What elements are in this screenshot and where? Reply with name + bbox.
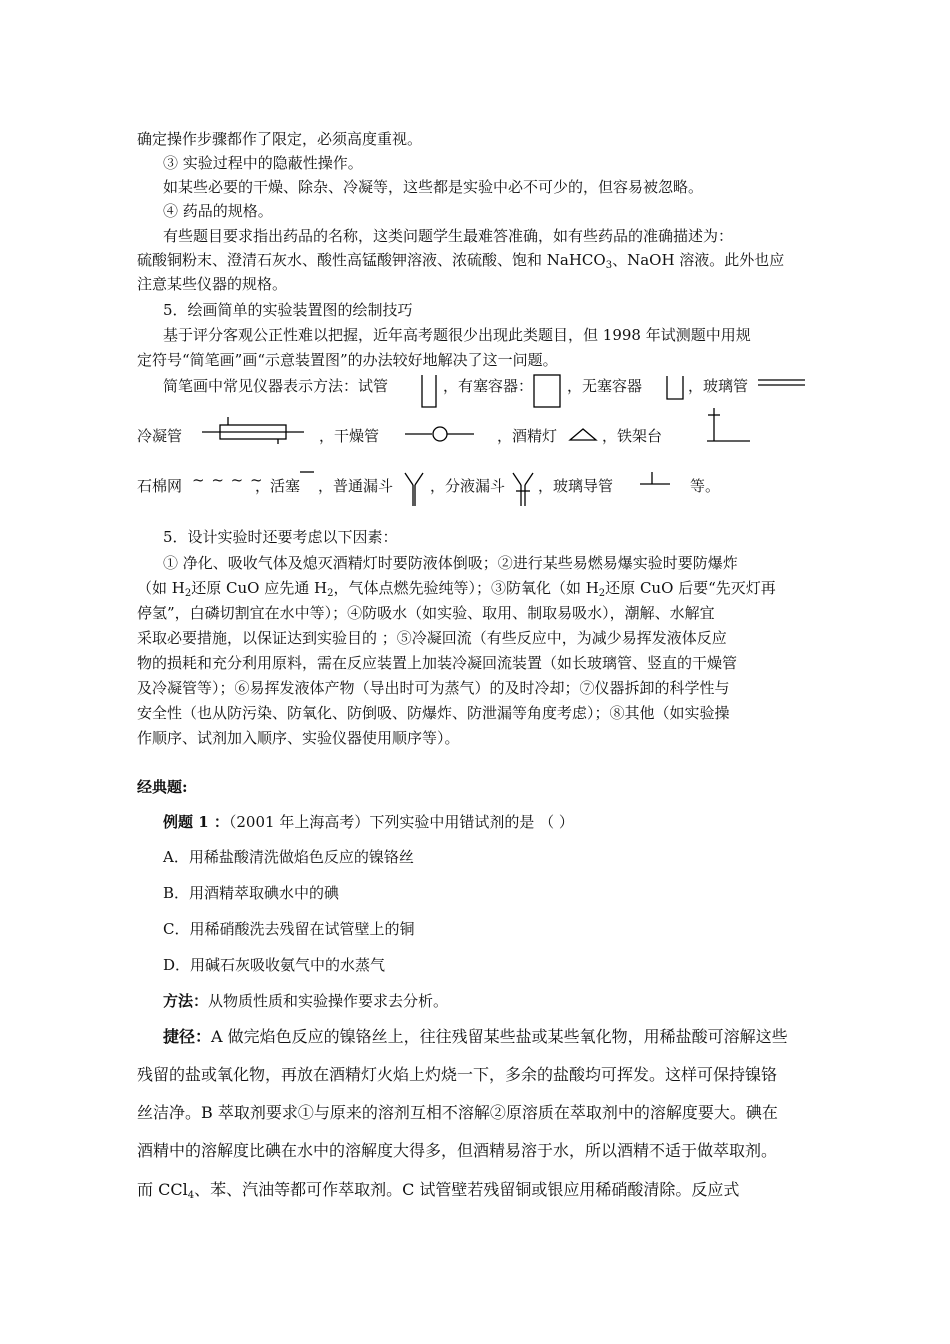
funnel-icon (402, 470, 426, 510)
example-question: 例题 1 ：（2001 年上海高考）下列实验中用错试剂的是 （ ） (163, 813, 574, 831)
text-line: ，干燥管 (319, 427, 380, 445)
option-d: D．用碱石灰吸收氨气中的水蒸气 (163, 956, 386, 974)
text-line: ，玻璃导管 (538, 477, 614, 495)
analysis-line: 残留的盐或氧化物，再放在酒精灯火焰上灼烧一下，多余的盐酸均可挥发。这样可保持镍铬 (137, 1065, 778, 1084)
stoppered-container-icon (532, 372, 564, 410)
glass-conduit-icon (638, 470, 672, 490)
analysis-line: 酒精中的溶解度比碘在水中的溶解度大得多，但酒精易溶于水，所以酒精不适于做萃取剂。 (137, 1141, 778, 1160)
option-a: A．用稀盐酸清洗做焰色反应的镍铬丝 (163, 848, 414, 866)
analysis-line: 捷径：A 做完焰色反应的镍铬丝上，往往残留某些盐或某些氧化物，用稀盐酸可溶解这些 (163, 1027, 788, 1046)
section-heading: 5．设计实验时还要考虑以下因素： (163, 528, 398, 546)
option-c: C．用稀硝酸洗去残留在试管壁上的铜 (163, 920, 415, 938)
option-b: B．用酒精萃取碘水中的碘 (163, 884, 340, 902)
analysis-line: 丝洁净。B 萃取剂要求①与原来的溶剂互相不溶解②原溶质在萃取剂中的溶解度要大。碘在 (137, 1103, 778, 1122)
text-line: ，有塞容器： (443, 377, 534, 395)
text-line: ，铁架台 (602, 427, 663, 445)
text-line: 物的损耗和充分利用原料，需在反应装置上加装冷凝回流装置（如长玻璃管、竖直的干燥管 (137, 654, 738, 672)
text-line: ③ 实验过程中的隐蔽性操作。 (163, 154, 363, 172)
iron-stand-icon (704, 406, 752, 446)
text-line: 作顺序、试剂加入顺序、实验仪器使用顺序等）。 (137, 729, 460, 747)
condenser-icon (200, 415, 306, 445)
text-line: ，玻璃管 (688, 377, 749, 395)
asbestos-mesh-icon: ~ ~ ~ ~ (192, 471, 264, 489)
text-line: 安全性（也从防污染、防氧化、防倒吸、防爆炸、防泄漏等角度考虑）；⑧其他（如实验操 (137, 704, 730, 722)
alcohol-lamp-icon (568, 426, 600, 444)
text-line: ，普通漏斗 (318, 477, 394, 495)
text-line: 硫酸铜粉末、澄清石灰水、酸性高锰酸钾溶液、浓硫酸、饱和 NaHCO$_3$、NaOH 溶液。此外也应 (137, 251, 785, 271)
separatory-funnel-icon (510, 470, 536, 510)
text-line: 如某些必要的干燥、除杂、冷凝等，这些都是实验中必不可少的，但容易被忽略。 (163, 178, 704, 196)
text-line: 注意某些仪器的规格。 (137, 275, 288, 293)
text-line: （如 $H_2$还原 CuO 应先通 $H_2$，气体点燃先验纯等）；③防氧化（如 $H_2$还原 CuO 后要“先灭灯再 (137, 579, 776, 599)
open-container-icon (664, 374, 686, 404)
section-heading: 经典题: (137, 778, 188, 796)
text-line: 采取必要措施，以保证达到实验目的 ；⑤冷凝回流（有些反应中，为减少易挥发液体反应 (137, 629, 727, 647)
glass-tube-icon (757, 376, 807, 390)
text-line: 基于评分客观公正性难以把握，近年高考题很少出现此类题目，但 1998 年试测题中用规 (163, 326, 751, 344)
text-line: 确定操作步骤都作了限定，必须高度重视。 (137, 130, 423, 148)
text-line: 及冷凝管等）；⑥易挥发液体产物（导出时可为蒸气）的及时冷却；⑦仪器拆卸的科学性与 (137, 679, 730, 697)
text-line: 等。 (690, 477, 721, 495)
section-heading: 5．绘画简单的实验装置图的绘制技巧 (163, 301, 413, 319)
text-line: 简笔画中常见仪器表示方法：试管 (163, 377, 389, 395)
text-line: 停氢”，白磷切割宜在水中等）；④防吸水（如实验、取用、制取易吸水），潮解、水解宜 (137, 604, 715, 622)
text-line: 冷凝管 (137, 427, 183, 445)
drying-tube-icon (404, 424, 476, 444)
text-line: ① 净化、吸收气体及熄灭酒精灯时要防液体倒吸；②进行某些易燃易爆实验时要防爆炸 (163, 554, 738, 572)
test-tube-icon (418, 373, 440, 413)
text-line: 定符号“简笔画”画“示意装置图”的办法较好地解决了这一问题。 (137, 351, 558, 369)
text-line: ，活塞 (255, 477, 301, 495)
text-line: ，酒精灯 (497, 427, 558, 445)
text-line: ，无塞容器 (567, 377, 643, 395)
stopcock-icon (298, 470, 318, 478)
text-line: ④ 药品的规格。 (163, 202, 273, 220)
text-line: ，分液漏斗 (430, 477, 506, 495)
text-line: 有些题目要求指出药品的名称，这类问题学生最难答准确，如有些药品的准确描述为： (163, 227, 734, 245)
text-line: 石棉网 (137, 477, 183, 495)
analysis-line: 而 CCl$_4$、苯、汽油等都可作萃取剂。C 试管壁若残留铜或银应用稀硝酸清除。反应式 (137, 1180, 740, 1201)
method-line: 方法：从物质性质和实验操作要求去分析。 (163, 992, 449, 1010)
